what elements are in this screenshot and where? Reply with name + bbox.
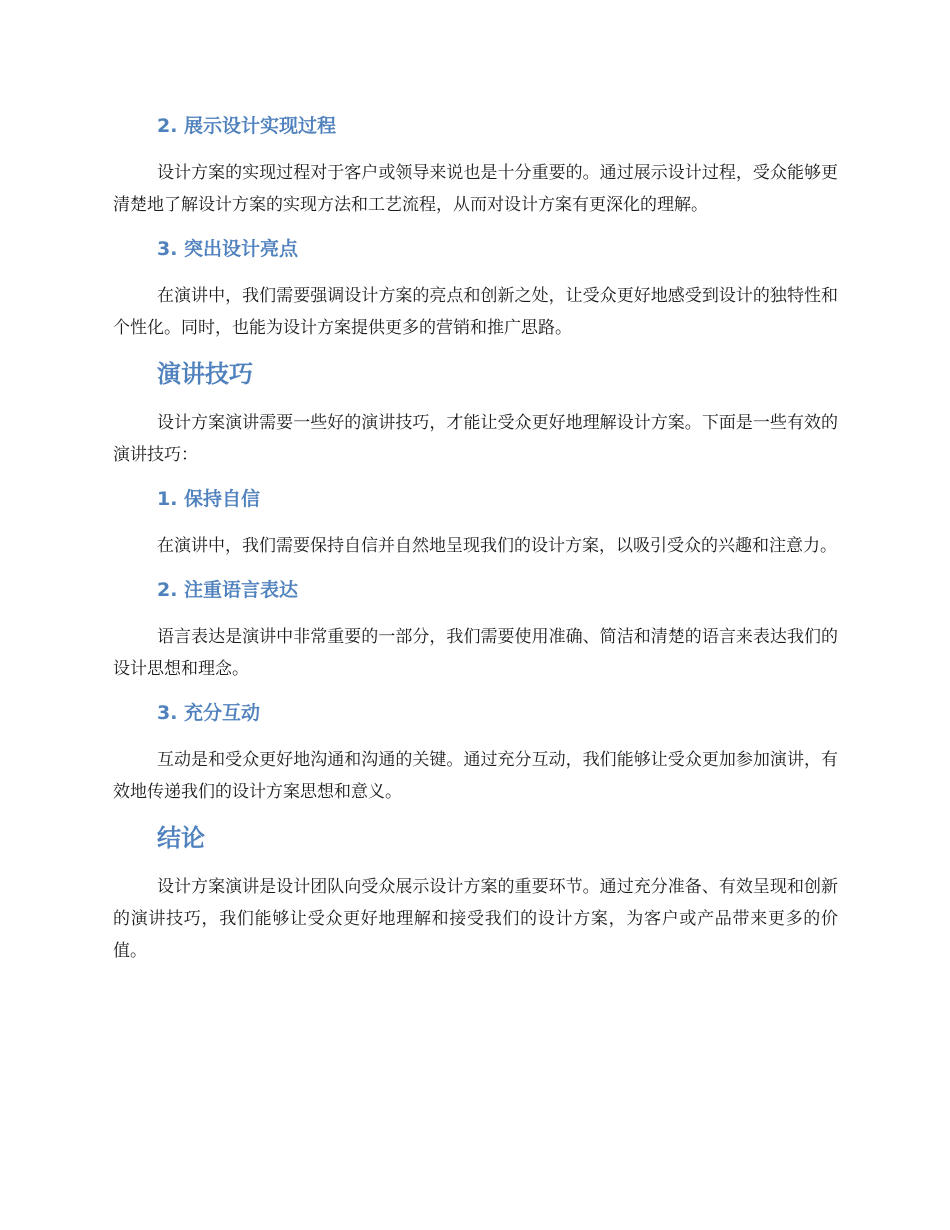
- paragraph-confidence: 在演讲中，我们需要保持自信并自然地呈现我们的设计方案，以吸引受众的兴趣和注意力。: [157, 536, 837, 556]
- paragraph-highlight: 在演讲中，我们需要强调设计方案的亮点和创新之处，让受众更好地感受到设计的独特性和个性化。同时，也能为设计方案提供更多的营销和推广思路。: [113, 286, 838, 338]
- heading-confidence: 1. 保持自信: [157, 488, 261, 510]
- paragraph-interaction: 互动是和受众更好地沟通和沟通的关键。通过充分互动，我们能够让受众更加参加演讲，有效地传递我们的设计方案思想和意义。: [113, 750, 838, 802]
- section-title-presentation-skills: 演讲技巧: [157, 360, 253, 388]
- paragraph-conclusion: 设计方案演讲是设计团队向受众展示设计方案的重要环节。通过充分准备、有效呈现和创新的演讲技巧，我们能够让受众更好地理解和接受我们的设计方案，为客户或产品带来更多的价值。: [113, 877, 838, 961]
- heading-highlight: 3. 突出设计亮点: [157, 238, 299, 260]
- paragraph-show-process: 设计方案的实现过程对于客户或领导来说也是十分重要的。通过展示设计过程，受众能够更清楚地了解设计方案的实现方法和工艺流程，从而对设计方案有更深化的理解。: [113, 163, 838, 215]
- paragraph-skills-intro: 设计方案演讲需要一些好的演讲技巧，才能让受众更好地理解设计方案。下面是一些有效的演讲技巧：: [113, 413, 838, 465]
- heading-show-process: 2. 展示设计实现过程: [157, 115, 337, 137]
- heading-interaction: 3. 充分互动: [157, 702, 261, 724]
- paragraph-language: 语言表达是演讲中非常重要的一部分，我们需要使用准确、简洁和清楚的语言来表达我们的设计思想和理念。: [113, 627, 838, 679]
- document-page: [113, 108, 838, 967]
- heading-language: 2. 注重语言表达: [157, 579, 299, 601]
- section-title-conclusion: 结论: [157, 824, 205, 852]
